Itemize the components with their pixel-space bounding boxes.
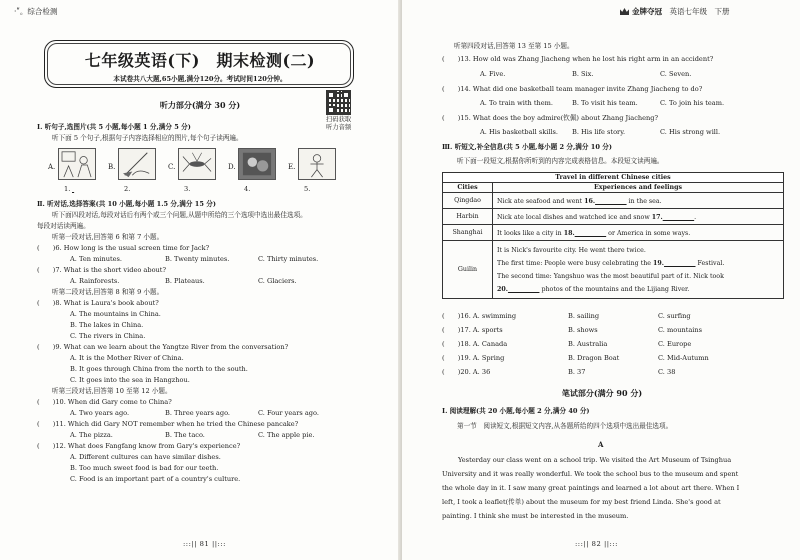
- page-mark-icon: :::||: [575, 540, 592, 548]
- q8-option-a[interactable]: A. The mountains in China.: [70, 310, 161, 318]
- table-title: Travel in different Chinese cities: [443, 173, 784, 183]
- section-2-title: Ⅱ. 听对话,选择答案(共 10 小题,每小题 1.5 分,满分 15 分): [37, 200, 216, 208]
- page-mark-icon: :::||: [183, 540, 200, 548]
- picture-c-icon: [178, 148, 216, 180]
- dialogue-1-label: 听第一段对话,回答第 6 和第 7 小题。: [52, 233, 164, 241]
- q19-option-a[interactable]: ( )19. A. Spring: [442, 354, 505, 362]
- question-12: ( )12. What does Fangfang know from Gary's experience?: [37, 442, 241, 450]
- section-2-instruction-1: 听下面四段对话,每段对话后有两个或三个问题,从题中所给的三个选项中选出最佳选项。: [52, 211, 307, 219]
- q16-option-c[interactable]: C. surfing: [658, 312, 691, 320]
- pic-letter-b: B.: [108, 163, 116, 171]
- q18-option-c[interactable]: C. Europe: [658, 340, 692, 348]
- passage-line: the whole day in it. I saw many great paintings and learned a lot about art there. When I: [442, 484, 740, 492]
- question-7: ( )7. What is the short video about?: [37, 266, 166, 274]
- page-mark-icon: ||:::: [601, 540, 618, 548]
- q12-option-a[interactable]: A. Different cultures can have similar dishes.: [70, 453, 221, 461]
- q14-option-b[interactable]: B. To visit his team.: [572, 99, 638, 107]
- question-15: ( )15. What does the boy admire(钦佩) about Zhang Jiacheng?: [442, 114, 659, 122]
- q15-option-a[interactable]: A. His basketball skills.: [480, 128, 559, 136]
- q18-option-a[interactable]: ( )18. A. Canada: [442, 340, 508, 348]
- city-cell: Qingdao: [443, 193, 493, 209]
- qr-label-1: 扫码获取: [326, 116, 352, 123]
- section-1-title: Ⅰ. 听句子,选图片(共 5 小题,每小题 1 分,满分 5 分): [37, 123, 191, 131]
- city-cell: Guilin: [443, 241, 493, 299]
- picture-d-icon: [238, 148, 276, 180]
- table-row: [443, 241, 784, 299]
- listening-title: 听力部分(满分 30 分): [159, 100, 241, 110]
- page-title: 七年级英语(下) 期末检测(二): [84, 51, 316, 70]
- pic-letter-d: D.: [228, 163, 236, 171]
- q7-option-c[interactable]: C. Glaciers.: [258, 277, 297, 285]
- q16-option-a[interactable]: ( )16. A. swimming: [442, 312, 517, 320]
- q6-option-a[interactable]: A. Ten minutes.: [70, 255, 122, 263]
- q19-option-b[interactable]: B. Dragon Boat: [568, 354, 620, 362]
- table-row: [443, 209, 784, 225]
- q13-option-c[interactable]: C. Seven.: [660, 70, 692, 78]
- q8-option-c[interactable]: C. The rivers in China.: [70, 332, 146, 340]
- question-11: ( )11. Which did Gary NOT remember when he tried the Chinese pancake?: [37, 420, 299, 428]
- experience-cell: Nick ate seafood and went 16. in the sea.: [493, 193, 784, 209]
- right-page: [402, 0, 800, 560]
- q6-option-b[interactable]: B. Twenty minutes.: [165, 255, 230, 263]
- q16-option-b[interactable]: B. sailing: [568, 312, 600, 320]
- q19-option-c[interactable]: C. Mid-Autumn: [658, 354, 709, 362]
- q20-option-a[interactable]: ( )20. A. 36: [442, 368, 491, 376]
- question-14: ( )14. What did one basketball team manager invite Zhang Jiacheng to do?: [442, 85, 703, 93]
- q10-option-a[interactable]: A. Two years ago.: [70, 409, 130, 417]
- qr-code-icon[interactable]: [326, 90, 351, 115]
- q9-option-b[interactable]: B. It goes through China from the north to the south.: [70, 365, 248, 373]
- q7-option-a[interactable]: A. Rainforests.: [70, 277, 120, 285]
- question-6: ( )6. How long is the usual screen time for Jack?: [37, 244, 210, 252]
- blank-19[interactable]: [664, 260, 695, 267]
- blank-5: 5.: [304, 185, 311, 193]
- experience-cell: It is Nick's favourite city. He went there twice. The first time: People were busy celebrating the 19. Festival. The second time: Yangshuo was the most beautiful part of it. Nick took 20. photos of the mountains and the Lijiang River.: [493, 241, 784, 299]
- page-mark-icon: ||:::: [209, 540, 226, 548]
- q9-option-a[interactable]: A. It is the Mother River of China.: [70, 354, 184, 362]
- experience-cell: It looks like a city in 18. or America in some ways.: [493, 225, 784, 241]
- qr-label-2: 听力音频: [326, 124, 352, 131]
- picture-e-icon: [298, 148, 336, 180]
- q7-option-b[interactable]: B. Plateaus.: [165, 277, 205, 285]
- title-box: [44, 40, 354, 88]
- picture-a-icon: [58, 148, 96, 180]
- dialogue-2-label: 听第二段对话,回答第 8 和第 9 小题。: [52, 288, 164, 296]
- q15-option-c[interactable]: C. His strong will.: [660, 128, 721, 136]
- table-header-experiences: Experiences and feelings: [493, 183, 784, 193]
- experience-cell: Nick ate local dishes and watched ice and snow 17. .: [493, 209, 784, 225]
- q18-option-b[interactable]: B. Australia: [568, 340, 608, 348]
- blank-1-line[interactable]: [72, 185, 94, 193]
- question-10: ( )10. When did Gary come to China?: [37, 398, 172, 406]
- travel-table: [442, 172, 784, 299]
- section-1-instruction: 听下面 5 个句子,根据句子内容选择相应的图片,每个句子读两遍。: [52, 134, 243, 142]
- blank-3: 3.: [184, 185, 191, 193]
- q11-option-b[interactable]: B. The taco.: [165, 431, 205, 439]
- q11-option-c[interactable]: C. The apple pie.: [258, 431, 315, 439]
- q12-option-b[interactable]: B. Too much sweet food is bad for our teeth.: [70, 464, 219, 472]
- blank-4: 4.: [244, 185, 251, 193]
- city-cell: Harbin: [443, 209, 493, 225]
- section-3-title: Ⅲ. 听短文,补全信息(共 5 小题,每小题 2 分,满分 10 分): [442, 143, 612, 151]
- q10-option-b[interactable]: B. Three years ago.: [165, 409, 231, 417]
- pic-letter-c: C.: [168, 163, 176, 171]
- q11-option-a[interactable]: A. The pizza.: [70, 431, 113, 439]
- section-3-instruction: 听下面一段短文,根据你所听到的内容完成表格信息。本段短文读两遍。: [457, 157, 664, 165]
- right-header: 金牌夺冠 英语七年级 下册: [620, 6, 730, 17]
- q6-option-c[interactable]: C. Thirty minutes.: [258, 255, 319, 263]
- dialogue-4-label: 听第四段对话,回答第 13 至第 15 小题。: [454, 42, 574, 50]
- pic-letter-a: A.: [48, 163, 56, 171]
- table-row: [443, 193, 784, 209]
- q10-option-c[interactable]: C. Four years ago.: [258, 409, 319, 417]
- blank-1: 1.: [64, 185, 71, 193]
- writing-title: 笔试部分(满分 90 分): [561, 388, 643, 398]
- q17-option-c[interactable]: C. mountains: [658, 326, 703, 334]
- q13-option-b[interactable]: B. Six.: [572, 70, 594, 78]
- left-page-number: :::|| 81 ||:::: [183, 540, 226, 548]
- exam-subtitle: 本试卷共八大题,65小题,满分120分。考试时间120分钟。: [113, 75, 287, 83]
- crown-icon: [620, 8, 629, 15]
- section-4-part: 第一节 阅读短文,根据短文内容,从各题所给的四个选项中选出最佳选项。: [457, 422, 673, 430]
- city-cell: Shanghai: [443, 225, 493, 241]
- passage-line: University and it was really wonderful. We took the school bus to the museum and spent: [442, 470, 739, 478]
- q17-option-b[interactable]: B. shows: [568, 326, 598, 334]
- q9-option-c[interactable]: C. It goes into the sea in Hangzhou.: [70, 376, 190, 384]
- passage-line: left, I took a leaflet(传单) about the museum for my best friend Linda. She's good at: [442, 498, 721, 506]
- dialogue-3-label: 听第三段对话,回答第 10 至第 12 小题。: [52, 387, 172, 395]
- q17-option-a[interactable]: ( )17. A. sports: [442, 326, 503, 334]
- blank-2: 2.: [124, 185, 131, 193]
- q14-option-a[interactable]: A. To train with them.: [480, 99, 553, 107]
- right-page-number: :::|| 82 ||:::: [575, 540, 618, 548]
- left-header: ·ʺ。综合检测: [14, 7, 58, 16]
- q20-option-c[interactable]: C. 38: [658, 368, 676, 376]
- picture-b-icon: [118, 148, 156, 180]
- blank-16[interactable]: [595, 198, 626, 205]
- blank-18[interactable]: [575, 230, 606, 237]
- passage-letter: A: [598, 440, 604, 449]
- question-8: ( )8. What is Laura's book about?: [37, 299, 159, 307]
- q20-option-b[interactable]: B. 37: [568, 368, 586, 376]
- question-9: ( )9. What can we learn about the Yangtze River from the conversation?: [37, 343, 289, 351]
- question-13: ( )13. How old was Zhang Jiacheng when he lost his right arm in an accident?: [442, 55, 714, 63]
- q14-option-c[interactable]: C. To join his team.: [660, 99, 725, 107]
- passage-line: Yesterday our class went on a school trip. We visited the Art Museum of Tsinghua: [458, 456, 732, 464]
- section-2-instruction-2: 每段对话读两遍。: [37, 222, 90, 230]
- q13-option-a[interactable]: A. Five.: [480, 70, 506, 78]
- table-header-cities: Cities: [443, 183, 493, 193]
- section-4-title: Ⅰ. 阅读理解(共 20 小题,每小题 2 分,满分 40 分): [442, 407, 590, 415]
- blank-20[interactable]: [508, 286, 539, 293]
- table-row: [443, 225, 784, 241]
- pic-letter-e: E.: [288, 163, 296, 171]
- q8-option-b[interactable]: B. The lakes in China.: [70, 321, 144, 329]
- q12-option-c[interactable]: C. Food is an important part of a country's culture.: [70, 475, 241, 483]
- passage-line: painting. I think she must be interested in the museum.: [442, 512, 629, 520]
- blank-17[interactable]: [663, 214, 694, 221]
- q15-option-b[interactable]: B. His life story.: [572, 128, 626, 136]
